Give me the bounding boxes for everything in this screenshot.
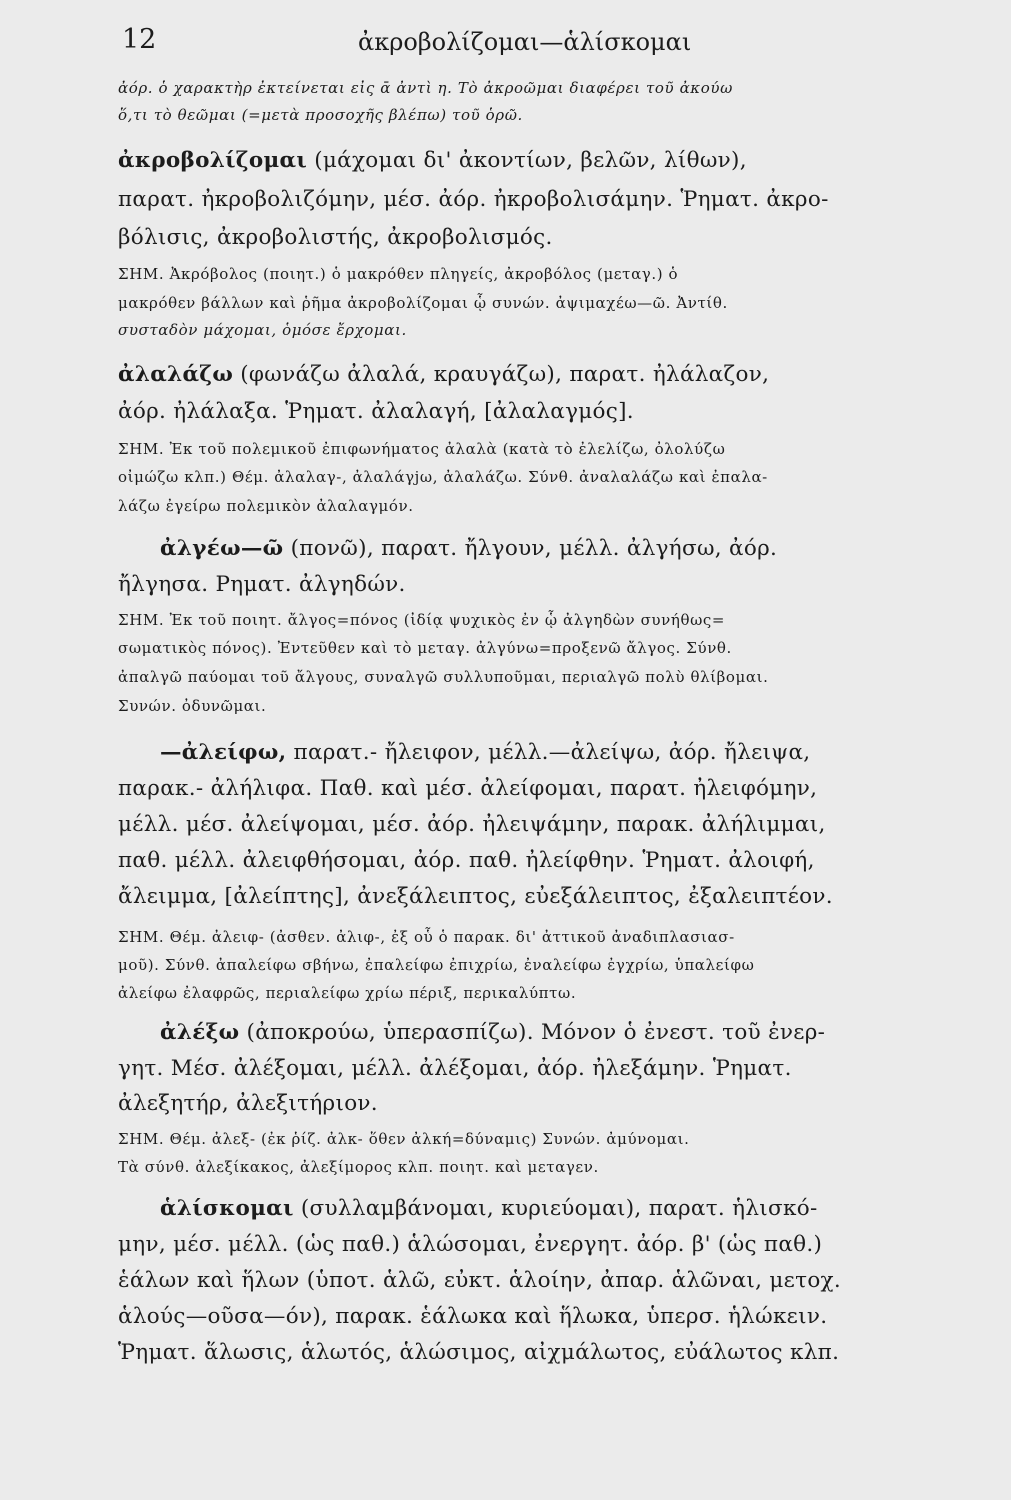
note-line: ἀλείφω ἐλαφρῶς, περιαλείφω χρίω πέριξ, περικαλύπτω. [118, 984, 577, 1002]
page-number: 12 [122, 24, 157, 55]
running-header: ἀκροβολίζομαι—ἁλίσκομαι [358, 28, 692, 56]
entry-line: μην, μέσ. μέλλ. (ὡς παθ.) ἁλώσομαι, ἐνεργητ. ἀόρ. β' (ὡς παθ.) [118, 1232, 823, 1257]
entry-line: βόλισις, ἀκροβολιστής, ἀκροβολισμός. [118, 225, 553, 250]
note-line: ἀόρ. ὁ χαρακτὴρ ἐκτείνεται εἰς ᾱ ἀντὶ η. Τὸ ἀκροῶμαι διαφέρει τοῦ ἀκούω [118, 79, 733, 97]
entry-headword: ἀλέξω [160, 1020, 240, 1045]
note-line: μακρόθεν βάλλων καὶ ῥῆμα ἀκροβολίζομαι ᾧ συνών. ἀψιμαχέω—ῶ. Ἀντίθ. [118, 294, 728, 312]
entry-line: παθ. μέλλ. ἀλειφθήσομαι, ἀόρ. παθ. ἠλείφθην. Ῥηματ. ἀλοιφή, [118, 848, 815, 873]
entry-headword: ἁλίσκομαι [160, 1196, 294, 1221]
entry-line: γητ. Μέσ. ἀλέξομαι, μέλλ. ἀλέξομαι, ἀόρ. ἠλεξάμην. Ῥηματ. [118, 1056, 792, 1081]
entry-line: μέλλ. μέσ. ἀλείψομαι, μέσ. ἀόρ. ἠλειψάμην, παρακ. ἀλήλιμμαι, [118, 812, 826, 837]
entry-line: Ῥηματ. ἅλωσις, ἁλωτός, ἁλώσιμος, αἰχμάλωτος, εὐάλωτος κλπ. [118, 1340, 840, 1365]
note-line: ΣΗΜ. Ἐκ τοῦ πολεμικοῦ ἐπιφωνήματος ἀλαλὰ (κατὰ τὸ ἐλελίζω, ὀλολύζω [118, 440, 726, 458]
entry-line: ἀλέξω (ἀποκρούω, ὑπερασπίζω). Μόνον ὁ ἐνεστ. τοῦ ἐνερ- [160, 1020, 826, 1045]
entry-line: ἀλγέω—ῶ (πονῶ), παρατ. ἤλγουν, μέλλ. ἀλγήσω, ἀόρ. [160, 536, 778, 561]
note-line: Συνών. ὀδυνῶμαι. [118, 697, 267, 715]
entry-line: ἀκροβολίζομαι (μάχομαι δι' ἀκοντίων, βελῶν, λίθων), [118, 148, 747, 173]
note-line: μοῦ). Σύνθ. ἀπαλείφω σβήνω, ἐπαλείφω ἐπιχρίω, ἐναλείφω ἐγχρίω, ὑπαλείφω [118, 956, 755, 974]
note-line: ΣΗΜ. Ἀκρόβολος (ποιητ.) ὁ μακρόθεν πληγείς, ἀκροβόλος (μεταγ.) ὁ [118, 265, 679, 283]
note-line: Τὰ σύνθ. ἀλεξίκακος, ἀλεξίμορος κλπ. ποιητ. καὶ μεταγεν. [118, 1158, 599, 1176]
note-line: ἀπαλγῶ παύομαι τοῦ ἄλγους, συναλγῶ συλλυποῦμαι, περιαλγῶ πολὺ θλίβομαι. [118, 668, 769, 686]
note-line: ΣΗΜ. Ἐκ τοῦ ποιητ. ἄλγος=πόνος (ἰδίᾳ ψυχικὸς ἐν ᾧ ἀλγηδὼν συνήθως= [118, 611, 726, 629]
entry-headword: ἀλγέω—ῶ [160, 536, 284, 561]
entry-line: —ἀλείφω, παρατ.- ἤλειφον, μέλλ.—ἀλείψω, ἀόρ. ἤλειψα, [160, 740, 811, 765]
entry-line: ἑάλων καὶ ἥλων (ὑποτ. ἁλῶ, εὐκτ. ἁλοίην, ἀπαρ. ἁλῶναι, μετοχ. [118, 1268, 842, 1293]
entry-line: ἁλίσκομαι (συλλαμβάνομαι, κυριεύομαι), παρατ. ἡλισκό- [160, 1196, 818, 1221]
note-line: οἰμώζω κλπ.) Θέμ. ἀλαλαγ-, ἀλαλάγjω, ἀλαλάζω. Σύνθ. ἀναλαλάζω καὶ ἐπαλα- [118, 468, 768, 486]
note-line: ὅ,τι τὸ θεῶμαι (=μετὰ προσοχῆς βλέπω) τοῦ ὁρῶ. [118, 106, 523, 124]
note-line: ΣΗΜ. Θέμ. ἀλειφ- (ἀσθεν. ἀλιφ-, ἐξ οὗ ὁ παρακ. δι' ἀττικοῦ ἀναδιπλασιασ- [118, 928, 735, 946]
entry-headword: ἀκροβολίζομαι [118, 148, 308, 173]
note-line: λάζω ἐγείρω πολεμικὸν ἀλαλαγμόν. [118, 497, 414, 515]
entry-line: ἄλειμμα, [ἀλείπτης], ἀνεξάλειπτος, εὐεξάλειπτος, ἐξαλειπτέον. [118, 884, 833, 909]
entry-headword: ἀλαλάζω [118, 362, 234, 387]
entry-headword: —ἀλείφω, [160, 740, 287, 765]
note-line: συσταδὸν μάχομαι, ὁμόσε ἔρχομαι. [118, 321, 407, 339]
note-line: σωματικὸς πόνος). Ἐντεῦθεν καὶ τὸ μεταγ. ἀλγύνω=προξενῶ ἄλγος. Σύνθ. [118, 639, 732, 657]
note-line: ΣΗΜ. Θέμ. ἀλεξ- (ἐκ ῥίζ. ἀλκ- ὅθεν ἀλκή=δύναμις) Συνών. ἀμύνομαι. [118, 1130, 690, 1148]
entry-line: παρατ. ἠκροβολιζόμην, μέσ. ἀόρ. ἠκροβολισάμην. Ῥηματ. ἀκρο- [118, 187, 829, 212]
entry-line: ἀλαλάζω (φωνάζω ἀλαλά, κραυγάζω), παρατ. ἠλάλαζον, [118, 362, 770, 387]
entry-line: ἤλγησα. Ρηματ. ἀλγηδών. [118, 572, 406, 597]
entry-line: παρακ.- ἀλήλιφα. Παθ. καὶ μέσ. ἀλείφομαι, παρατ. ἠλειφόμην, [118, 776, 818, 801]
entry-line: ἀόρ. ἠλάλαξα. Ῥηματ. ἀλαλαγή, [ἀλαλαγμός]. [118, 399, 634, 424]
entry-line: ἀλεξητήρ, ἀλεξιτήριον. [118, 1091, 378, 1116]
entry-line: ἁλούς—οῦσα—όν), παρακ. ἑάλωκα καὶ ἥλωκα, ὑπερσ. ἡλώκειν. [118, 1304, 828, 1329]
